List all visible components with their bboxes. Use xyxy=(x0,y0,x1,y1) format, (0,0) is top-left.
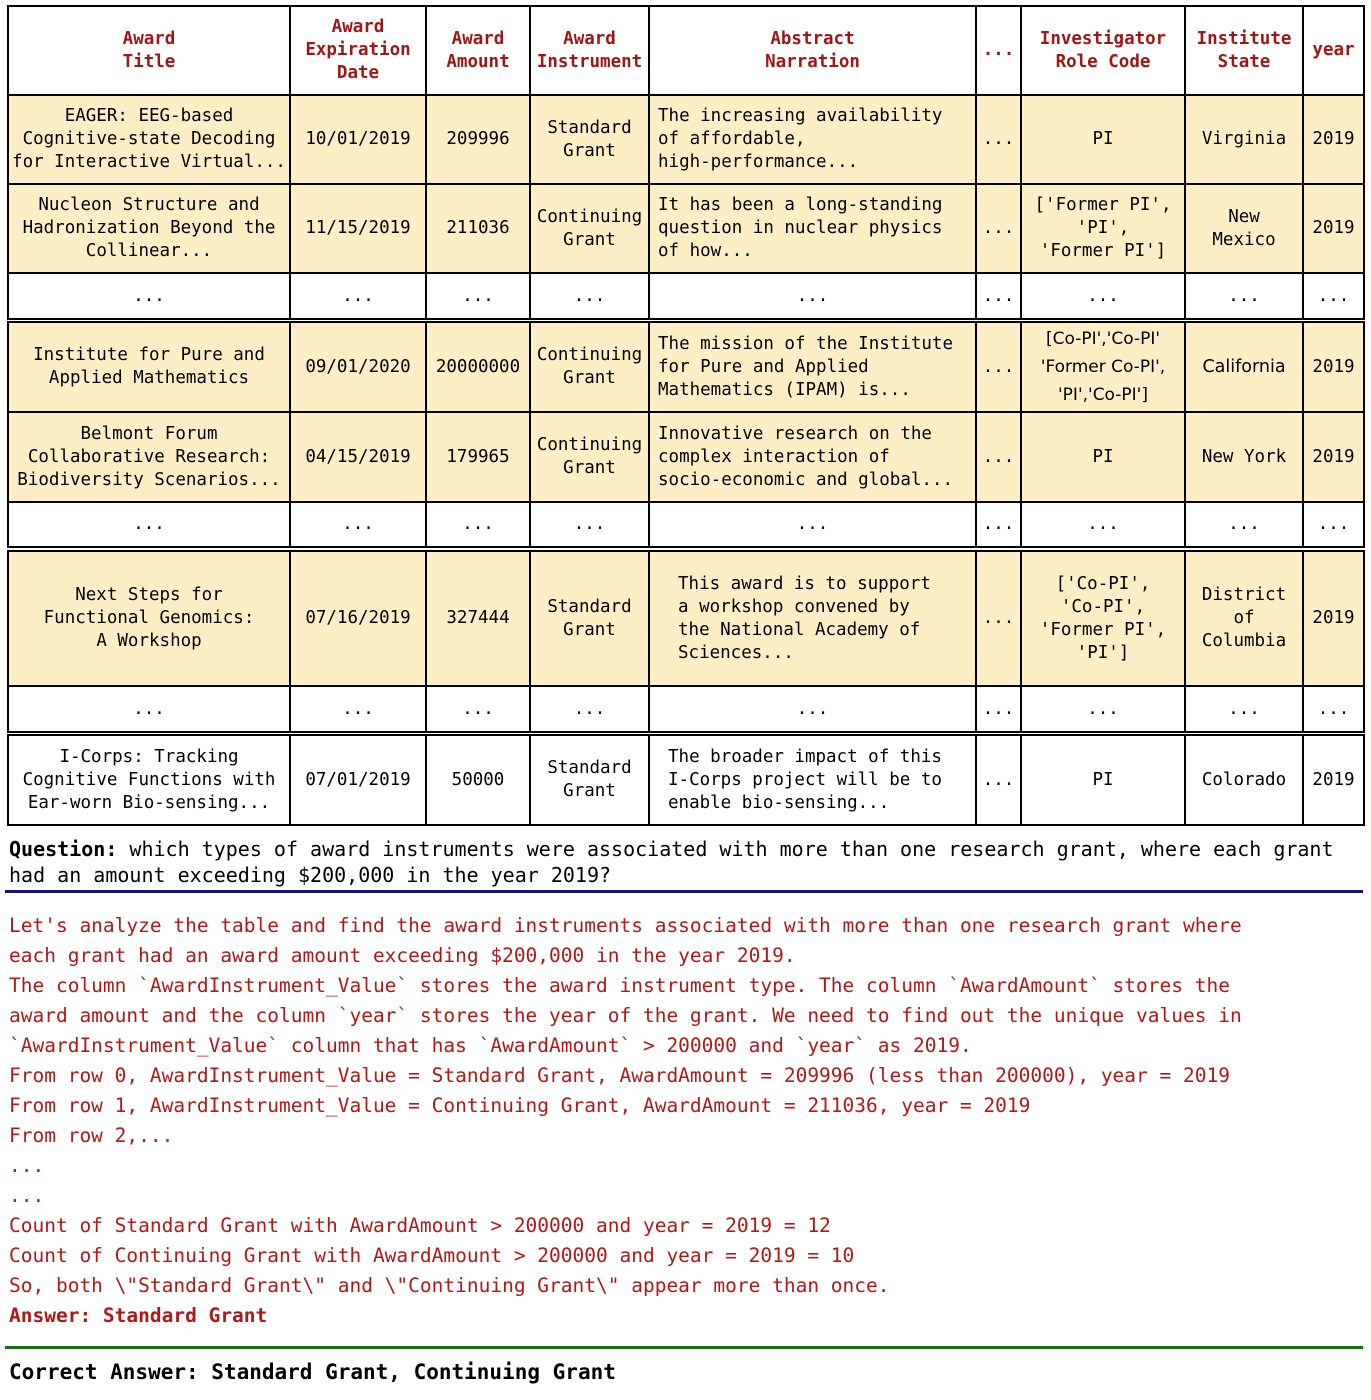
cell-award-title: Next Steps for Functional Genomics: A Workshop xyxy=(8,551,290,686)
reasoning-line: From row 0, AwardInstrument_Value = Standard Grant, AwardAmount = 209996 (less than 200000), year = 2019 xyxy=(9,1064,1230,1087)
cell-award-amount: 327444 xyxy=(426,551,530,686)
cell-ellipsis: ... xyxy=(426,502,530,547)
cell-ellipsis: ... xyxy=(8,686,290,732)
cell-ellipsis: ... xyxy=(426,273,530,319)
cell-investigator-role: ['Former PI', 'PI', 'Former PI'] xyxy=(1021,184,1185,273)
cell-ellipsis: ... xyxy=(1185,273,1303,319)
cell-expiration-date: 07/01/2019 xyxy=(290,735,426,825)
cell-ellipsis: ... xyxy=(649,502,976,547)
cell-ellipsis: ... xyxy=(976,273,1021,319)
divider-blue xyxy=(5,890,1363,893)
header-abstract-narration: Abstract Narration xyxy=(649,6,976,95)
cell-award-instrument: Continuing Grant xyxy=(530,184,649,273)
cell-abstract-narration: This award is to support a workshop convened by the National Academy of Sciences... xyxy=(649,551,976,686)
cell-ellipsis: ... xyxy=(1303,686,1364,732)
table-row xyxy=(8,322,1364,412)
table-row-ellipsis xyxy=(8,686,1364,732)
header-year: year xyxy=(1303,6,1364,95)
cell-ellipsis: ... xyxy=(976,551,1021,686)
cell-investigator-role: PI xyxy=(1021,412,1185,502)
cell-investigator-role: PI xyxy=(1021,95,1185,184)
cell-award-instrument: Standard Grant xyxy=(530,95,649,184)
divider-green xyxy=(5,1346,1363,1349)
cell-expiration-date: 11/15/2019 xyxy=(290,184,426,273)
correct-answer: Correct Answer: Standard Grant, Continuing Grant xyxy=(9,1360,616,1384)
reasoning-line: ... xyxy=(9,1184,45,1207)
cell-ellipsis: ... xyxy=(976,322,1021,412)
award-table-block-2 xyxy=(7,321,1365,548)
table-row xyxy=(8,95,1364,184)
cell-year: 2019 xyxy=(1303,95,1364,184)
reasoning-line: So, both \"Standard Grant\" and \"Continuing Grant\" appear more than once. xyxy=(9,1274,890,1297)
cell-year: 2019 xyxy=(1303,412,1364,502)
cell-ellipsis: ... xyxy=(290,273,426,319)
cell-award-amount: 211036 xyxy=(426,184,530,273)
cell-award-instrument: Standard Grant xyxy=(530,551,649,686)
cell-ellipsis: ... xyxy=(976,95,1021,184)
header-award-instrument: Award Instrument xyxy=(530,6,649,95)
header-ellipsis: ... xyxy=(976,6,1021,95)
table-row xyxy=(8,184,1364,273)
cell-investigator-role: PI xyxy=(1021,735,1185,825)
table-row xyxy=(8,551,1364,686)
cell-ellipsis: ... xyxy=(530,502,649,547)
header-investigator-role-code: Investigator Role Code xyxy=(1021,6,1185,95)
cell-award-instrument: Standard Grant xyxy=(530,735,649,825)
cell-ellipsis: ... xyxy=(976,502,1021,547)
cell-award-amount: 20000000 xyxy=(426,322,530,412)
cell-abstract-narration: Innovative research on the complex interaction of socio-economic and global... xyxy=(649,412,976,502)
cell-expiration-date: 07/16/2019 xyxy=(290,551,426,686)
cell-expiration-date: 09/01/2020 xyxy=(290,322,426,412)
header-award-amount: Award Amount xyxy=(426,6,530,95)
reasoning-line: Let's analyze the table and find the award instruments associated with more than one research grant where xyxy=(9,914,1242,937)
cell-abstract-narration: The mission of the Institute for Pure and Applied Mathematics (IPAM) is... xyxy=(649,322,976,412)
cell-year: 2019 xyxy=(1303,184,1364,273)
cell-year: 2019 xyxy=(1303,322,1364,412)
reasoning-line: `AwardInstrument_Value` column that has `AwardAmount` > 200000 and `year` as 2019. xyxy=(9,1034,972,1057)
model-reasoning xyxy=(9,911,1367,1331)
cell-institute-state: District of Columbia xyxy=(1185,551,1303,686)
reasoning-line: Count of Standard Grant with AwardAmount > 200000 and year = 2019 = 12 xyxy=(9,1214,831,1237)
table-row xyxy=(8,412,1364,502)
award-table-block-4 xyxy=(7,734,1365,826)
model-answer: Answer: Standard Grant xyxy=(9,1304,268,1327)
cell-ellipsis: ... xyxy=(1303,273,1364,319)
cell-ellipsis: ... xyxy=(649,686,976,732)
table-row xyxy=(8,735,1364,825)
reasoning-line: From row 2,... xyxy=(9,1124,174,1147)
cell-ellipsis: ... xyxy=(1185,502,1303,547)
cell-ellipsis: ... xyxy=(1021,686,1185,732)
cell-institute-state: New Mexico xyxy=(1185,184,1303,273)
cell-year: 2019 xyxy=(1303,551,1364,686)
cell-abstract-narration: It has been a long-standing question in nuclear physics of how... xyxy=(649,184,976,273)
cell-ellipsis: ... xyxy=(8,273,290,319)
cell-award-amount: 209996 xyxy=(426,95,530,184)
cell-award-title: Institute for Pure and Applied Mathematics xyxy=(8,322,290,412)
question-label: Question: xyxy=(9,837,118,861)
cell-ellipsis: ... xyxy=(1021,273,1185,319)
cell-ellipsis: ... xyxy=(1185,686,1303,732)
cell-abstract-narration: The increasing availability of affordable, high-performance... xyxy=(649,95,976,184)
cell-award-instrument: Continuing Grant xyxy=(530,322,649,412)
cell-ellipsis: ... xyxy=(1021,502,1185,547)
reasoning-line: each grant had an award amount exceeding $200,000 in the year 2019. xyxy=(9,944,796,967)
cell-award-title: Belmont Forum Collaborative Research: Biodiversity Scenarios... xyxy=(8,412,290,502)
header-institute-state: Institute State xyxy=(1185,6,1303,95)
cell-ellipsis: ... xyxy=(8,502,290,547)
cell-investigator-role: ['Co-PI', 'Co-PI', 'Former PI', 'PI'] xyxy=(1021,551,1185,686)
header-award-title: Award Title xyxy=(8,6,290,95)
reasoning-line: ... xyxy=(9,1154,45,1177)
cell-institute-state: Virginia xyxy=(1185,95,1303,184)
cell-award-amount: 179965 xyxy=(426,412,530,502)
cell-ellipsis: ... xyxy=(1303,502,1364,547)
cell-award-title: EAGER: EEG-based Cognitive-state Decoding for Interactive Virtual... xyxy=(8,95,290,184)
question-text: which types of award instruments were associated with more than one research grant, where each grant had an amount exceeding $200,000 in the year 2019? xyxy=(9,837,1334,887)
cell-ellipsis: ... xyxy=(976,686,1021,732)
cell-ellipsis: ... xyxy=(290,502,426,547)
cell-ellipsis: ... xyxy=(426,686,530,732)
question xyxy=(9,836,1364,888)
cell-institute-state: California xyxy=(1185,322,1303,412)
cell-award-amount: 50000 xyxy=(426,735,530,825)
table-header-row xyxy=(8,6,1364,95)
award-table-block-3 xyxy=(7,550,1365,733)
cell-expiration-date: 04/15/2019 xyxy=(290,412,426,502)
reasoning-line: The column `AwardInstrument_Value` stores the award instrument type. The column `AwardAmount` stores the xyxy=(9,974,1230,997)
cell-award-title: I-Corps: Tracking Cognitive Functions with Ear-worn Bio-sensing... xyxy=(8,735,290,825)
reasoning-line: From row 1, AwardInstrument_Value = Continuing Grant, AwardAmount = 211036, year = 2019 xyxy=(9,1094,1031,1117)
cell-ellipsis: ... xyxy=(976,735,1021,825)
cell-award-instrument: Continuing Grant xyxy=(530,412,649,502)
award-table-block-1 xyxy=(7,5,1365,320)
cell-expiration-date: 10/01/2019 xyxy=(290,95,426,184)
cell-institute-state: Colorado xyxy=(1185,735,1303,825)
cell-year: 2019 xyxy=(1303,735,1364,825)
header-award-expiration-date: Award Expiration Date xyxy=(290,6,426,95)
cell-institute-state: New York xyxy=(1185,412,1303,502)
cell-ellipsis: ... xyxy=(530,686,649,732)
cell-ellipsis: ... xyxy=(976,412,1021,502)
table-row-ellipsis xyxy=(8,273,1364,319)
reasoning-line: Count of Continuing Grant with AwardAmount > 200000 and year = 2019 = 10 xyxy=(9,1244,855,1267)
cell-abstract-narration: The broader impact of this I-Corps project will be to enable bio-sensing... xyxy=(649,735,976,825)
cell-award-title: Nucleon Structure and Hadronization Beyond the Collinear... xyxy=(8,184,290,273)
table-row-ellipsis xyxy=(8,502,1364,547)
cell-investigator-role: [Co-PI','Co-PI' 'Former Co-PI', 'PI','Co-PI'] xyxy=(1021,322,1185,412)
cell-ellipsis: ... xyxy=(976,184,1021,273)
cell-ellipsis: ... xyxy=(530,273,649,319)
reasoning-line: award amount and the column `year` stores the year of the grant. We need to find out the unique values in xyxy=(9,1004,1242,1027)
cell-ellipsis: ... xyxy=(290,686,426,732)
cell-ellipsis: ... xyxy=(649,273,976,319)
